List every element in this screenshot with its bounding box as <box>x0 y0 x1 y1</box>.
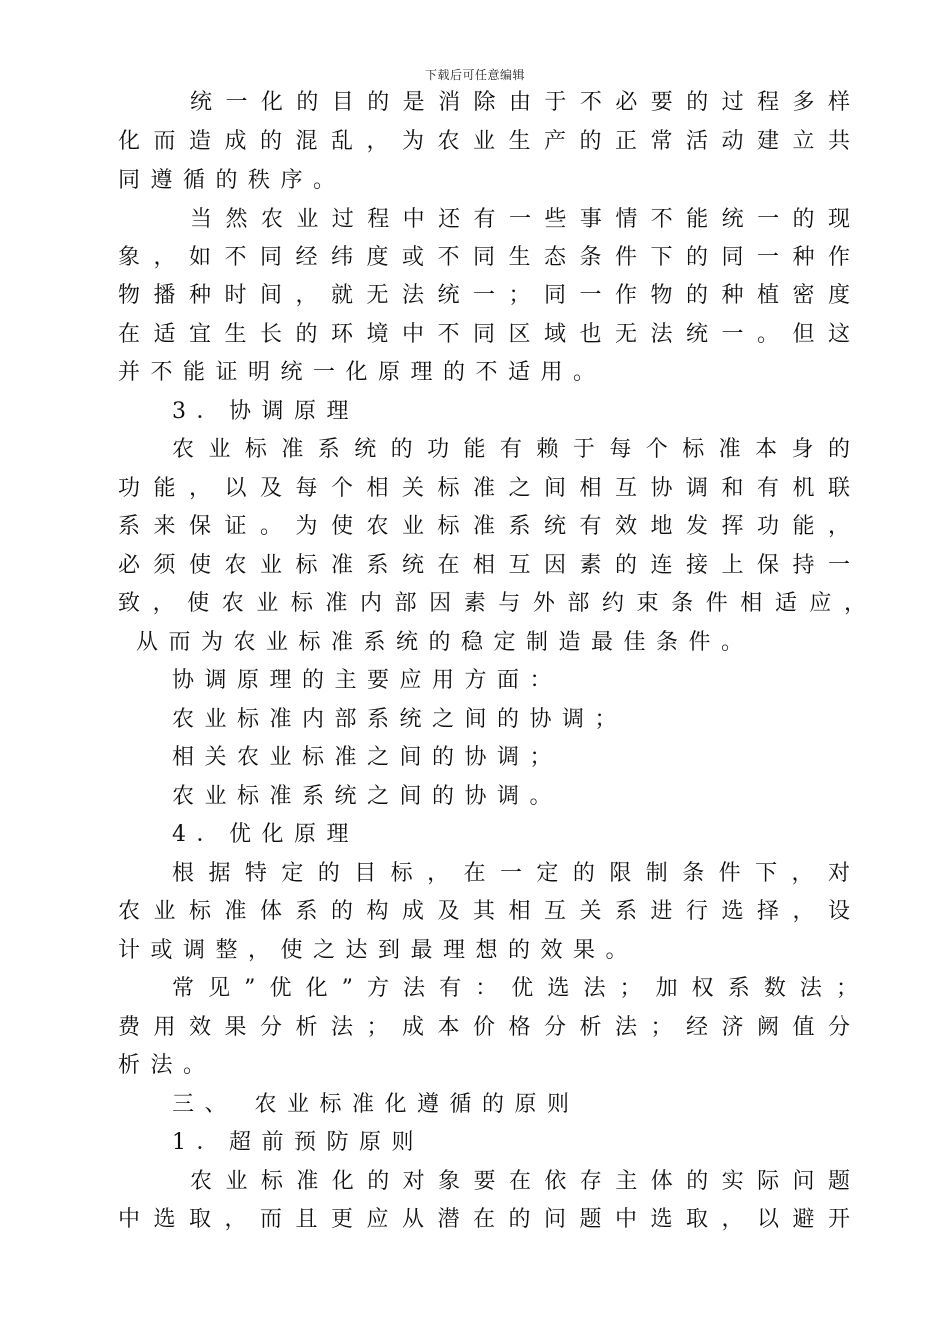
section-heading-3: 3．协调原理 <box>172 399 359 424</box>
paragraph-line-5: 象，如不同经纬度或不同生态条件下的同一种作 <box>118 245 850 270</box>
paragraph-line-4: 当然农业过程中还有一些事情不能统一的现 <box>190 207 850 232</box>
paragraph-line-13: 致，使农业标准内部因素与外部约束条件相适应， <box>118 591 866 616</box>
page-header: 下载后可任意编辑 <box>424 68 525 82</box>
paragraph-line-2: 化而造成的混乱，为农业生产的正常活动建立共 <box>118 129 850 154</box>
list-item-3: 农业标准系统之间的协调。 <box>172 784 563 809</box>
paragraph-line-10: 功能，以及每个相关标准之间相互协调和有机联 <box>118 476 850 501</box>
paragraph-line-15: 根据特定的目标，在一定的限制条件下，对 <box>172 861 850 886</box>
paragraph-line-12: 必须使农业标准系统在相互因素的连接上保持一 <box>118 553 850 578</box>
section-heading-4: 4．优化原理 <box>172 822 359 847</box>
paragraph-line-8: 并不能证明统一化原理的不适用。 <box>118 360 606 385</box>
paragraph-line-21: 农业标准化的对象要在依存主体的实际问题 <box>190 1169 850 1194</box>
paragraph-line-20: 析法。 <box>118 1053 216 1078</box>
paragraph-line-6: 物播种时间，就无法统一；同一作物的种植密度 <box>118 283 850 308</box>
paragraph-line-7: 在适宜生长的环境中不同区域也无法统一。但这 <box>118 322 850 347</box>
paragraph-line-14: 从而为农业标准系统的稳定制造最佳条件。 <box>136 630 754 655</box>
paragraph-line-3: 同遵循的秩序。 <box>118 168 346 193</box>
paragraph-line-1: 统一化的目的是消除由于不必要的过程多样 <box>190 90 850 115</box>
section-heading-1: 1．超前预防原则 <box>172 1130 424 1155</box>
paragraph-line-17: 计或调整，使之达到最理想的效果。 <box>118 938 639 963</box>
paragraph-line-22: 中选取，而且更应从潜在的问题中选取，以避开 <box>118 1207 850 1232</box>
paragraph-line-18: 常见”优化”方法有：优选法；加权系数法； <box>172 976 858 1001</box>
list-intro: 协调原理的主要应用方面： <box>172 668 563 693</box>
list-item-1: 农业标准内部系统之间的协调； <box>172 707 628 732</box>
paragraph-line-19: 费用效果分析法；成本价格分析法；经济阙值分 <box>118 1015 850 1040</box>
chapter-heading-3: 三、 农业标准化遵循的原则 <box>172 1092 580 1117</box>
paragraph-line-11: 系来保证。为使农业标准系统有效地发挥功能， <box>118 514 850 539</box>
paragraph-line-16: 农业标准体系的构成及其相互关系进行选择，设 <box>118 899 850 924</box>
paragraph-line-9: 农业标准系统的功能有赖于每个标准本身的 <box>172 437 850 462</box>
list-item-2: 相关农业标准之间的协调； <box>172 745 563 770</box>
